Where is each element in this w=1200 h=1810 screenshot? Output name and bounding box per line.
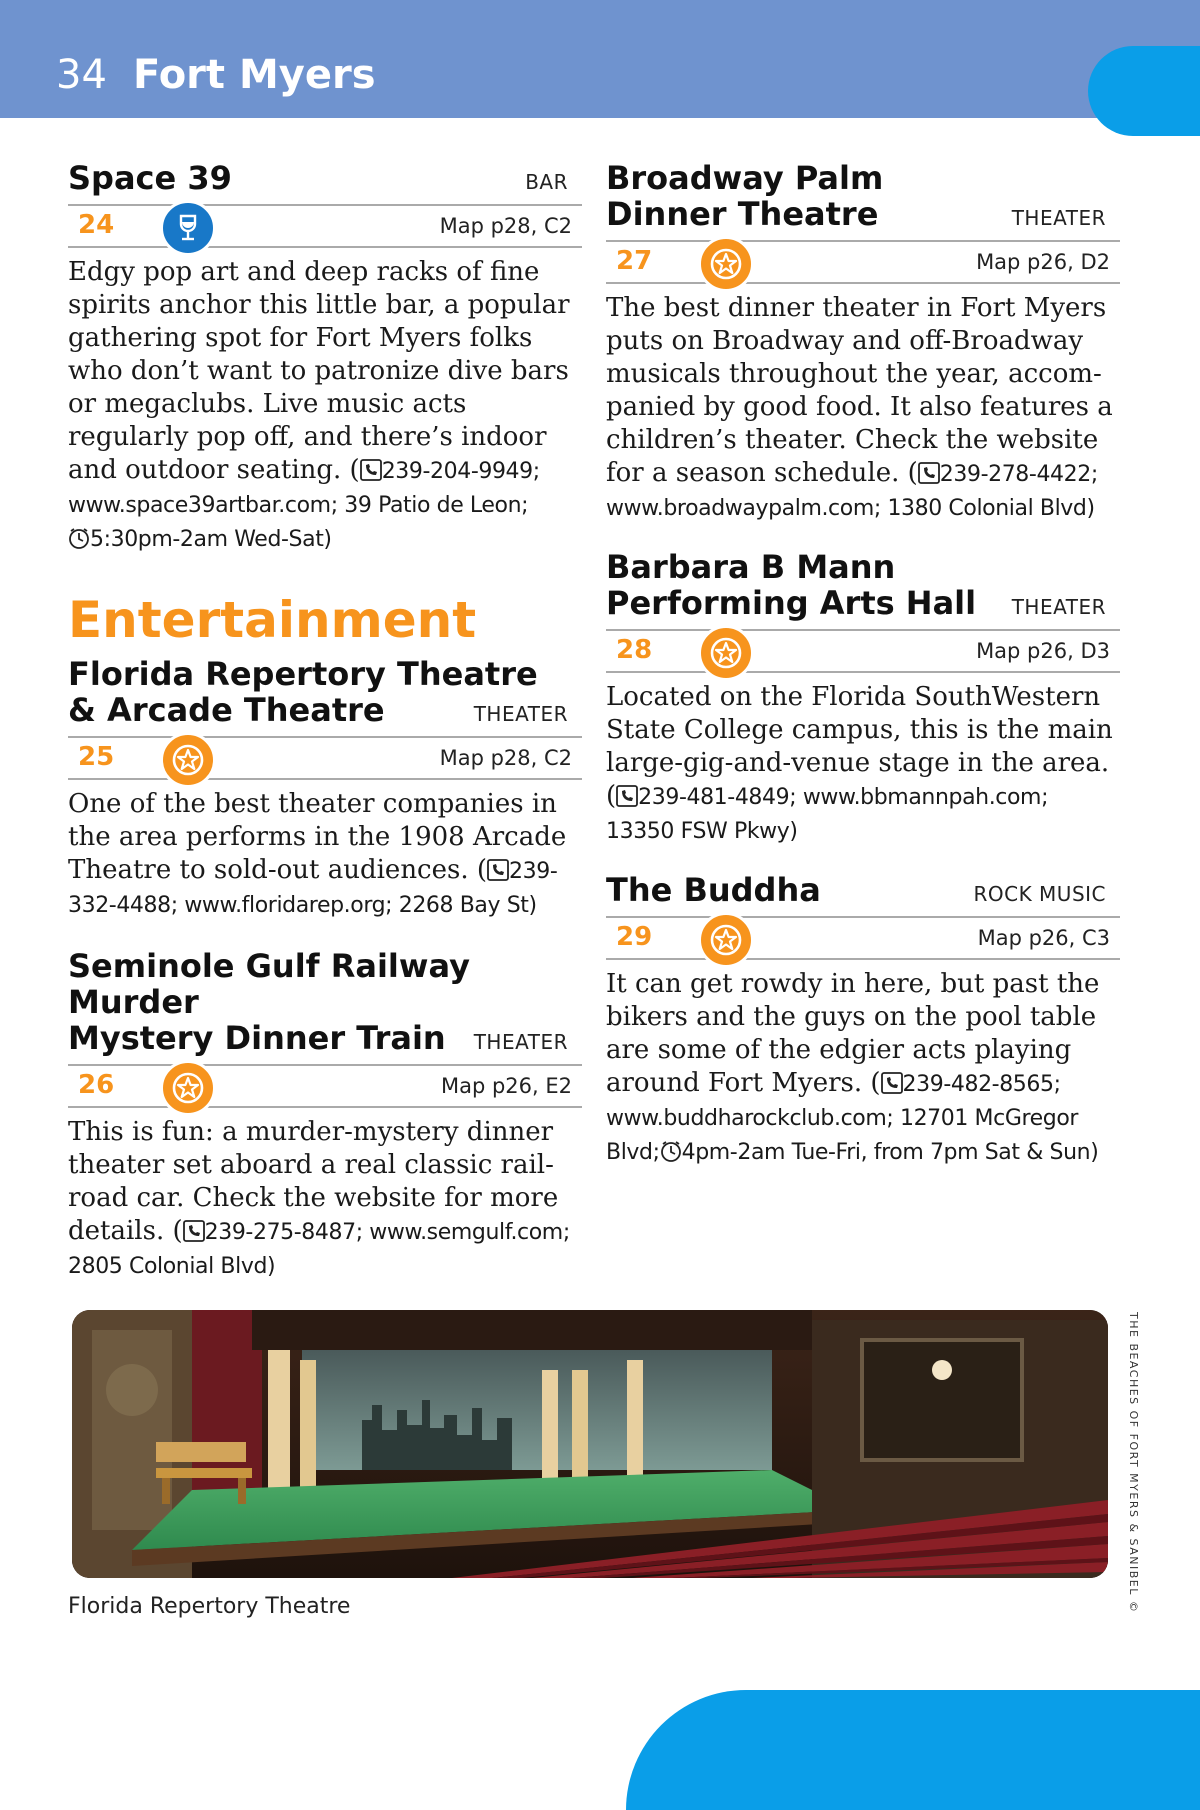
listing-name-line2: & Arcade Theatre <box>68 691 385 729</box>
contact-info: ; www.floridarep.org; 2268 Bay St) <box>170 893 537 918</box>
description-text: Located on the Florida SouthWestern State College campus, this is the main large-gig-and-venue stage in the area. ( <box>606 682 1113 811</box>
listing-name-line1: Broadway Palm <box>606 159 884 197</box>
listing-name-row <box>68 160 582 196</box>
listing-name-row <box>68 1020 582 1056</box>
phone-number: 239-278-4422 <box>939 462 1091 487</box>
page-header <box>0 0 1200 118</box>
thumb-tab-top <box>1088 46 1200 136</box>
listing-description <box>68 1116 582 1283</box>
description-text: Edgy pop art and deep racks of fine spirits anchor this little bar, a popular gathering spot for Fort Myers folks who don’t want to patronize dive bars or megaclubs. Live music acts regularly pop off, and there’s indoor and outdoor seating. ( <box>68 257 570 485</box>
description-text: One of the best theater companies in the area performs in the 1908 Arcade Theatre to sold-out audiences. ( <box>68 789 567 885</box>
opening-hours: 4pm-2am Tue-Fri, from 7pm Sat & Sun) <box>681 1140 1099 1165</box>
phone-icon <box>616 785 638 807</box>
listing-number: 27 <box>616 246 653 276</box>
listing-type: THEATER <box>473 1030 568 1054</box>
contact-info: ; www.buddharockclub.com; 12701 McGregor Blvd; <box>606 1072 1079 1165</box>
listing-type: THEATER <box>473 702 568 726</box>
listing-name-line1: Florida Repertory Theatre <box>68 655 538 693</box>
left-column <box>68 160 582 1283</box>
page-number: 34 <box>56 52 107 98</box>
description-text: This is fun: a murder-mystery dinner theater set aboard a real classic rail-road car. Check the website for more details. ( <box>68 1117 559 1246</box>
star-icon <box>698 625 754 681</box>
listing-number: 25 <box>78 742 115 772</box>
listing-description <box>68 256 582 556</box>
phone-icon <box>918 462 940 484</box>
listing-name-line1: Barbara B Mann <box>606 548 896 586</box>
listing-number: 24 <box>78 210 115 240</box>
phone-number: 239-332-4488 <box>68 859 558 918</box>
photo-credit-text: THE BEACHES OF FORT MYERS & SANIBEL © <box>1127 1312 1140 1614</box>
phone-number: 239-275-8487 <box>204 1220 356 1245</box>
map-reference: Map p26, D2 <box>976 250 1110 274</box>
listing-name-line2: Performing Arts Hall <box>606 584 977 622</box>
contact-info: ; www.broadwaypalm.com; 1380 Colonial Blvd) <box>606 462 1098 521</box>
listing-name-row <box>606 196 1120 232</box>
listing-name-row <box>606 872 1120 908</box>
listing-number: 29 <box>616 922 653 952</box>
listing-space-39 <box>68 160 582 556</box>
star-icon <box>698 236 754 292</box>
opening-hours: 5:30pm-2am Wed-Sat) <box>90 527 332 552</box>
clock-icon <box>68 527 90 549</box>
listing-the-buddha <box>606 872 1120 1169</box>
phone-icon <box>881 1072 903 1094</box>
phone-number: 239-204-9949 <box>381 459 533 484</box>
listing-number: 26 <box>78 1070 115 1100</box>
listing-type: ROCK MUSIC <box>973 882 1106 906</box>
listing-name-row <box>68 692 582 728</box>
listing-name-line2: Mystery Dinner Train <box>68 1019 446 1057</box>
contact-info: ; www.bbmannpah.com; 13350 FSW Pkwy) <box>606 785 1049 844</box>
theatre-photo <box>72 1310 1108 1578</box>
listing-description <box>68 788 582 922</box>
map-reference: Map p26, C3 <box>977 926 1110 950</box>
phone-number: 239-482-8565 <box>902 1072 1054 1097</box>
listing-number-row <box>68 736 582 780</box>
listing-description <box>606 292 1120 525</box>
phone-icon <box>360 459 382 481</box>
wine-glass-icon <box>160 200 216 256</box>
listing-name-line1: Seminole Gulf Railway Murder <box>68 947 470 1021</box>
description-text: It can get rowdy in here, but past the bikers and the guys on the pool table are some of the edgier acts playing around Fort Myers. ( <box>606 969 1100 1098</box>
listing-type: BAR <box>525 170 568 194</box>
listing-number-row <box>68 204 582 248</box>
star-icon <box>160 732 216 788</box>
listing-broadway-palm <box>606 160 1120 525</box>
listing-name-row <box>606 585 1120 621</box>
phone-icon <box>183 1220 205 1242</box>
listing-description <box>606 681 1120 848</box>
section-heading: Entertainment <box>68 591 477 649</box>
map-reference: Map p28, C2 <box>439 746 572 770</box>
listing-barbara-b-mann <box>606 549 1120 848</box>
contact-info: ; www.semgulf.com; 2805 Colonial Blvd) <box>68 1220 570 1279</box>
listing-florida-repertory-theatre <box>68 656 582 922</box>
listing-number-row <box>68 1064 582 1108</box>
listing-name: The Buddha <box>606 871 821 909</box>
right-column <box>606 160 1120 1169</box>
listing-seminole-gulf-railway <box>68 948 582 1283</box>
listing-name-line2: Dinner Theatre <box>606 195 879 233</box>
listing-type: THEATER <box>1011 206 1106 230</box>
listing-name: Space 39 <box>68 159 232 197</box>
listing-number-row <box>606 629 1120 673</box>
map-reference: Map p26, D3 <box>976 639 1110 663</box>
photo-credit <box>1126 1312 1140 1612</box>
listing-number: 28 <box>616 635 653 665</box>
star-icon <box>698 912 754 968</box>
star-icon <box>160 1060 216 1116</box>
map-reference: Map p26, E2 <box>440 1074 572 1098</box>
phone-icon <box>487 859 509 881</box>
listing-number-row <box>606 240 1120 284</box>
thumb-tab-bottom <box>626 1690 1200 1810</box>
photo-caption: Florida Repertory Theatre <box>68 1594 351 1619</box>
clock-icon <box>660 1140 682 1162</box>
listing-type: THEATER <box>1011 595 1106 619</box>
phone-number: 239-481-4849 <box>638 785 790 810</box>
description-text: The best dinner theater in Fort Myers puts on Broadway and off-Broadway musicals throughout the year, accom-panied by good food. It also features a children’s theater. Check the website for a season schedule. ( <box>606 293 1113 488</box>
map-reference: Map p28, C2 <box>439 214 572 238</box>
page-title: Fort Myers <box>133 52 376 98</box>
listing-description <box>606 968 1120 1169</box>
contact-info: ; www.space39artbar.com; 39 Patio de Leon; <box>68 459 540 518</box>
listing-number-row <box>606 916 1120 960</box>
